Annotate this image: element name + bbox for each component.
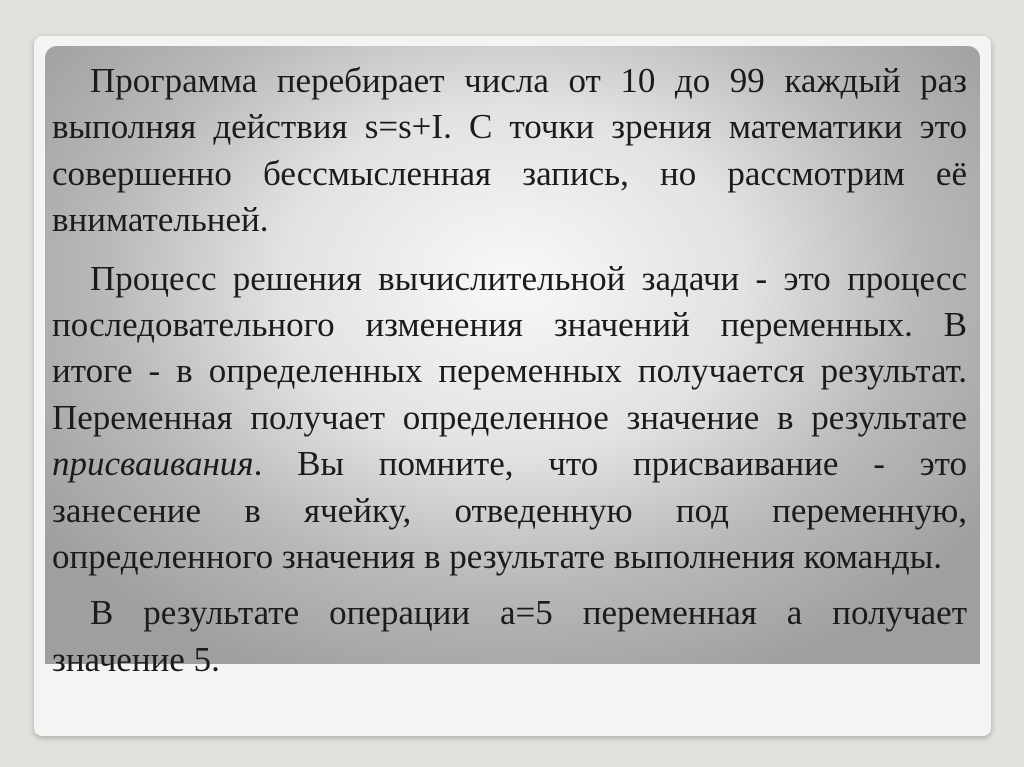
paragraph-process-text-continued: . Вы помните, что присваивание - это занесение в ячейку, отведенную под переменную, определенного значения в результате выполнения команды. [52,444,967,577]
paragraph-program-loop: Программа перебирает числа от 10 до 99 каждый раз выполняя действия s=s+I. С точки зрения математики это совершенно бессмысленная запись, но рассмотрим её внимательней. [52,61,967,240]
paragraph-process-text: Процесс решения вычислительной задачи - это процесс последовательного изменения значений переменных. В итоге - в определенных переменных получается результат. Переменная получает определенное значение в результате [52,258,967,437]
paragraph-assignment-example: В результате операции а=5 переменная а получает значение 5. [52,593,967,679]
emphasized-term: присваивания [52,444,254,484]
slide-content [52,58,967,693]
paragraph-computation-process [52,256,967,581]
